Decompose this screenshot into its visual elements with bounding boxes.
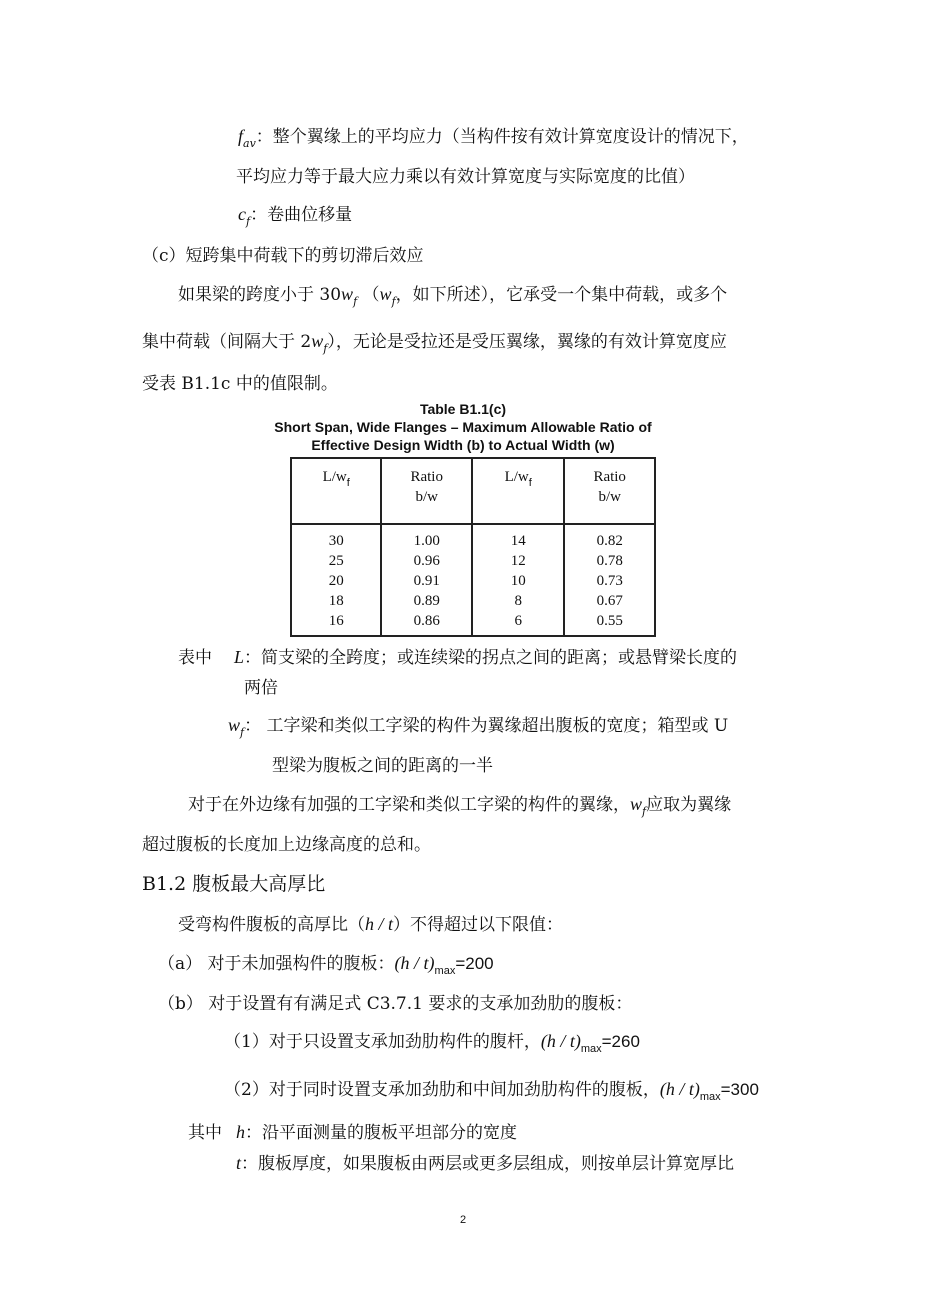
table-title: Table B1.1(c) <box>419 401 507 417</box>
section-c-para-line3: 受表 B1.1c 中的值限制。 <box>142 374 338 394</box>
fav-definition: $f_{av}$：整个翼缘上的平均应力（当构件按有效计算宽度设计的情况下， <box>238 126 749 150</box>
b12-where-h: 其中 h：沿平面测量的腹板平坦部分的宽度 <box>188 1122 517 1143</box>
table-cell: 0.82 0.78 0.73 0.67 0.55 <box>564 524 655 636</box>
b12-item-b: （b） 对于设置有有满足式 C3.7.1 要求的支承加劲肋的腹板： <box>158 994 633 1014</box>
page-number: 2 <box>459 1214 467 1226</box>
section-c-para-line1: 如果梁的跨度小于 $30w_f$ （$w_f$，如下所述），它承受一个集中荷载，或多个 <box>178 284 728 308</box>
table-note-wf: $w_f$： 工字梁和类似工字梁的构件为翼缘超出腹板的宽度；箱型或 U <box>228 715 729 739</box>
section-c-title: （c）短跨集中荷载下的剪切滞后效应 <box>142 246 424 266</box>
edge-stiffened-para-line2: 超过腹板的长度加上边缘高度的总和。 <box>142 835 431 855</box>
table-header-row <box>291 458 655 524</box>
b12-item-a: （a） 对于未加强构件的腹板：$(h / t)_{max}=200$ <box>158 953 494 977</box>
b12-item-b2: （2）对于同时设置支承加劲肋和中间加劲肋构件的腹板，$(h / t)_{max}=300$ <box>224 1079 759 1103</box>
table-note-wf-cont: 型梁为腹板之间的距离的一半 <box>272 756 493 776</box>
table-header: Ratio b/w <box>564 458 655 524</box>
table-note-L: 表中 L：简支梁的全跨度；或连续梁的拐点之间的距离；或悬臂梁长度的 <box>178 647 738 668</box>
table-subtitle-2: Effective Design Width (b) to Actual Width (w) <box>311 437 615 453</box>
section-c-para-line2: 集中荷载（间隔大于 $2w_f$），无论是受拉还是受压翼缘，翼缘的有效计算宽度应 <box>142 331 727 355</box>
section-b12-heading: B1.2 腹板最大高厚比 <box>142 873 326 895</box>
table-cell: 30 25 20 18 16 <box>328 533 344 629</box>
ratio-table <box>290 457 656 637</box>
table-row <box>291 524 655 636</box>
b12-intro: 受弯构件腹板的高厚比（h / t）不得超过以下限值： <box>178 914 564 935</box>
table-note-L-cont: 两倍 <box>244 678 278 698</box>
table-header: $L/w_f$ <box>472 458 564 524</box>
L-symbol: L <box>234 647 245 667</box>
b12-where-t: t：腹板厚度，如果腹板由两层或更多层组成，则按单层计算宽厚比 <box>236 1153 735 1174</box>
table-cell: 1.00 0.96 0.91 0.89 0.86 <box>381 524 472 636</box>
cf-symbol: c <box>238 204 246 224</box>
cf-definition: $c_f$：卷曲位移量 <box>238 204 353 228</box>
table-header: Ratio b/w <box>381 458 472 524</box>
table-subtitle-1: Short Span, Wide Flanges – Maximum Allowable Ratio of <box>274 419 652 435</box>
b12-item-b1: （1）对于只设置支承加劲肋构件的腹杆，$(h / t)_{max}=260$ <box>224 1031 640 1055</box>
table-header: $L/w_f$ <box>291 458 381 524</box>
fav-symbol: f <box>238 126 244 146</box>
fav-definition-cont: 平均应力等于最大应力乘以有效计算宽度与实际宽度的比值） <box>236 167 695 187</box>
edge-stiffened-para-line1: 对于在外边缘有加强的工字梁和类似工字梁的构件的翼缘，$w_f$应取为翼缘 <box>188 794 732 818</box>
table-cell: 14 12 10 8 6 <box>472 524 564 636</box>
